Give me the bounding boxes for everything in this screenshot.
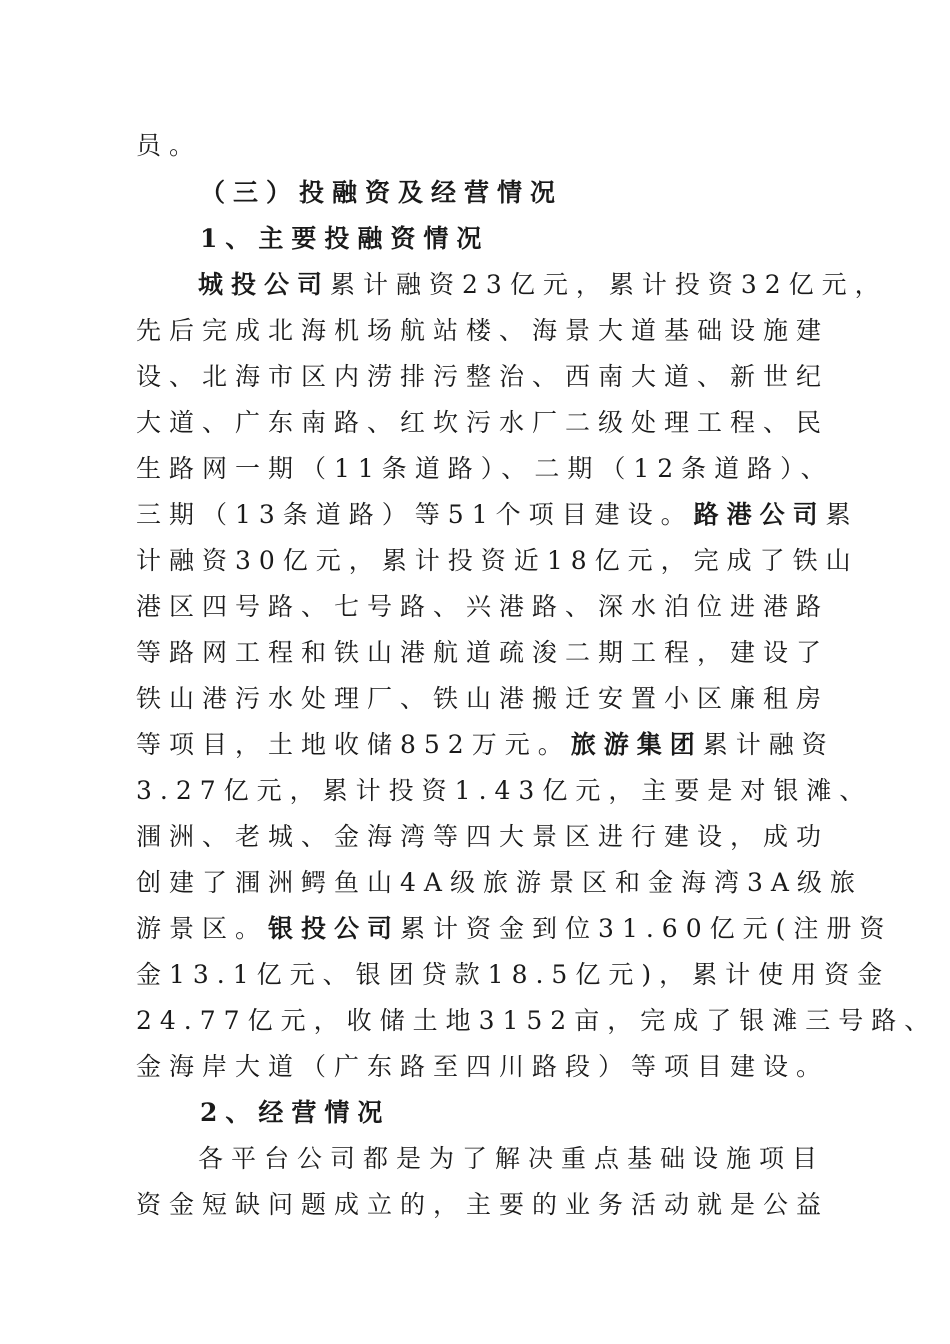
paragraph-text: 累计融资 bbox=[702, 730, 835, 759]
paragraph-line: 设、北海市区内涝排污整治、西南大道、新世纪 bbox=[136, 362, 830, 391]
paragraph-line bbox=[136, 730, 835, 760]
paragraph-text: 三期（13条道路）等51个项目建设。 bbox=[136, 500, 694, 529]
paragraph-text: 累 bbox=[825, 500, 859, 529]
paragraph-line: 计融资30亿元，累计投资近18亿元，完成了铁山 bbox=[136, 546, 859, 575]
paragraph-text: 累计资金到位31.60亿元(注册资 bbox=[400, 914, 893, 943]
company-name: 旅游集团 bbox=[570, 730, 703, 759]
paragraph-line: 先后完成北海机场航站楼、海景大道基础设施建 bbox=[136, 316, 830, 345]
paragraph-line: 金海岸大道（广东路至四川路段）等项目建设。 bbox=[136, 1052, 830, 1081]
paragraph-line: 资金短缺问题成立的，主要的业务活动就是公益 bbox=[136, 1190, 830, 1219]
paragraph-line: 24.77亿元，收储土地3152亩，完成了银滩三号路、 bbox=[136, 1006, 938, 1035]
paragraph-line: 员。 bbox=[136, 131, 203, 160]
company-name: 路港公司 bbox=[693, 500, 826, 529]
company-name: 城投公司 bbox=[198, 270, 331, 299]
subsection-heading: 1、主要投融资情况 bbox=[200, 224, 490, 253]
company-name: 银投公司 bbox=[268, 914, 401, 943]
paragraph-line: 铁山港污水处理厂、铁山港搬迁安置小区廉租房 bbox=[136, 684, 830, 713]
paragraph-text: 等项目，土地收储852万元。 bbox=[136, 730, 571, 759]
paragraph-line: 生路网一期（11条道路）、二期（12条道路）、 bbox=[136, 454, 834, 483]
paragraph-text: 游景区。 bbox=[136, 914, 269, 943]
paragraph-line: 金13.1亿元、银团贷款18.5亿元)，累计使用资金 bbox=[136, 960, 891, 989]
paragraph-line: 创建了涠洲鳄鱼山4A级旅游景区和金海湾3A级旅 bbox=[136, 868, 863, 897]
section-heading: （三）投融资及经营情况 bbox=[200, 178, 564, 207]
paragraph-line bbox=[136, 914, 892, 944]
paragraph-line: 3.27亿元，累计投资1.43亿元，主要是对银滩、 bbox=[136, 776, 873, 805]
paragraph-line: 大道、广东南路、红坎污水厂二级处理工程、民 bbox=[136, 408, 830, 437]
paragraph-line: 各平台公司都是为了解决重点基础设施项目 bbox=[198, 1144, 826, 1173]
paragraph-line bbox=[198, 270, 888, 300]
paragraph-line bbox=[136, 500, 859, 530]
paragraph-line: 涠洲、老城、金海湾等四大景区进行建设，成功 bbox=[136, 822, 830, 851]
paragraph-text: 累计融资23亿元，累计投资32亿元， bbox=[330, 270, 888, 299]
paragraph-line: 港区四号路、七号路、兴港路、深水泊位进港路 bbox=[136, 592, 830, 621]
paragraph-line: 等路网工程和铁山港航道疏浚二期工程，建设了 bbox=[136, 638, 830, 667]
subsection-heading: 2、经营情况 bbox=[200, 1098, 391, 1127]
